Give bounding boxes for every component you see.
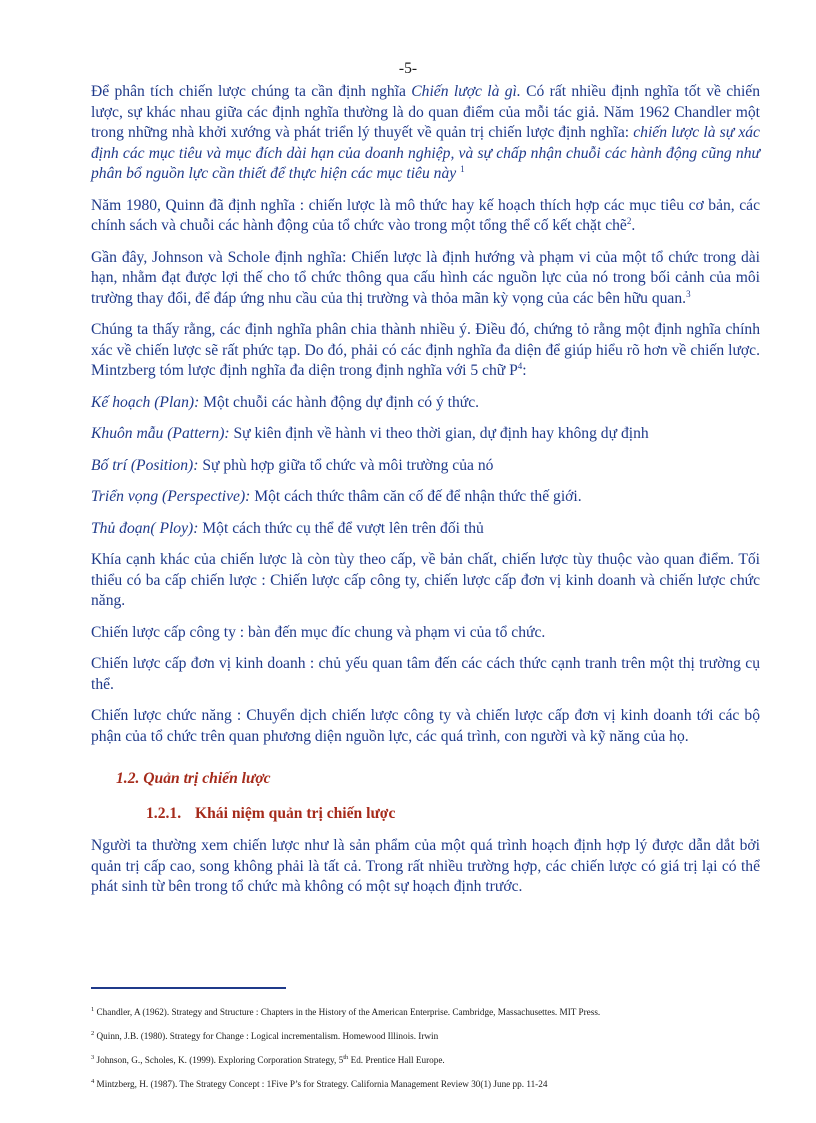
list-item-pattern: Khuôn mẫu (Pattern): Sự kiên định về hành vi theo thời gian, dự định hay không dự định <box>91 425 649 442</box>
list-item-plan: Kế hoạch (Plan): Một chuỗi các hành động dự định có ý thức. <box>91 393 480 411</box>
footnote-1: $^1$ Chandler, A (1962). Strategy and Structure : Chapters in the History of the American Enterprise. Cambridge, Massachusettes. MIT Press. <box>91 1005 601 1017</box>
paragraph-levels: Khía cạnh khác của chiến lược là còn tùy theo cấp, về bản chất, chiến lược tùy thuộc vào quan điểm. Tối thiểu có ba cấp chiến lược : Chiến lược cấp công ty, chiến lược cấp đơn vị kinh doanh và chiến lược chức năng. <box>91 551 760 609</box>
paragraph-mintzberg: Chúng ta thấy rằng, các định nghĩa phân chia thành nhiều ý. Điều đó, chứng tỏ rằng một định nghĩa chính xác về chiến lược sẽ rất phức tạp. Do đó, phải có các định nghĩa đa diện để giúp hiểu rõ hơn về chiến lược. Mintzberg tóm lược định nghĩa đa diện trong định nghĩa với 5 chữ $P^4$: <box>91 321 760 379</box>
paragraph-quinn: Năm 1980, Quinn đã định nghĩa : chiến lược là mô thức hay kế hoạch thích hợp các mục tiêu cơ bản, các chính sách và chuỗi các hành động của tổ chức vào trong một tổng thể cố kết chặt chẽ$^2$. <box>91 196 760 234</box>
paragraph-johnson: Gần đây, Johnson và Schole định nghĩa: Chiến lược là định hướng và phạm vi của một tổ chức trong dài hạn, nhằm đạt được lợi thế cho tổ chức thông qua cấu hình các nguồn lực của nó trong bối cảnh của môi trường thay đổi, để đáp ứng nhu cầu của thị trường và thỏa mãn kỳ vọng của các bên hữu quan.$^3$ <box>91 248 760 307</box>
paragraph-corporate: Chiến lược cấp công ty : bàn đến mục đíc chung và phạm vi của tổ chức. <box>91 623 546 641</box>
body-text <box>91 82 760 909</box>
list-item-position: Bố trí (Position): Sự phù hợp giữa tổ chức và môi trường của nó <box>91 456 494 474</box>
subsection-heading: 1.2.1. Khái niệm quản trị chiến lược <box>146 804 396 822</box>
paragraph-business-unit: Chiến lược cấp đơn vị kinh doanh : chủ yếu quan tâm đến các cách thức cạnh tranh trên một thị trường cụ thể. <box>91 655 760 693</box>
footnote-3: $^3$ Johnson, G., Scholes, K. (1999). Exploring Corporation Strategy, 5th Ed. Prentice Hall Europe. <box>91 1053 445 1065</box>
footnote-ref-1: 1 <box>460 163 465 174</box>
list-item-ploy: Thủ đoạn( Ploy): Một cách thức cụ thể để vượt lên trên đối thủ <box>91 519 484 537</box>
paragraph-functional: Chiến lược chức năng : Chuyển dịch chiến lược công ty và chiến lược cấp đơn vị kinh doanh tới các bộ phận của tổ chức trên quan phương diện nguồn lực, các quá trình, con người và kỹ năng của họ. <box>91 707 760 745</box>
footnote-ref-3: 3 <box>686 288 691 299</box>
footnote-separator <box>91 987 286 989</box>
section-heading: 1.2. Quản trị chiến lược <box>116 770 271 787</box>
footnote-ref-4: 4 <box>517 360 523 371</box>
list-item-perspective: Triển vọng (Perspective): Một cách thức thâm căn cố đế để nhận thức thế giới. <box>91 488 582 505</box>
paragraph-management-intro: Người ta thường xem chiến lược như là sản phẩm của một quá trình hoạch định hợp lý được dẫn dắt bởi quản trị cấp cao, song không phải là tất cả. Trong rất nhiều trường hợp, các chiến lược có giá trị lại có thể phát sinh từ bên trong tổ chức mà không có một sự hoạch định trước. <box>91 837 760 895</box>
footnote-4: $^4$ Mintzberg, H. (1987). The Strategy Concept : 1Five P’s for Strategy. California Management Review 30(1) June pp. 11-24 <box>91 1077 548 1089</box>
page-number: -5- <box>398 60 418 77</box>
footnotes <box>91 1005 760 1101</box>
footnote-2: $^2$ Quinn, J.B. (1980). Strategy for Change : Logical incrementalism. Homewood Illinois. Irwin <box>91 1029 439 1041</box>
footnote-ref-2: 2 <box>626 215 632 226</box>
paragraph-strategy-definition: Để phân tích chiến lược chúng ta cần định nghĩa Chiến lược là gì. Có rất nhiều định nghĩa tốt về chiến lược, sự khác nhau giữa các định nghĩa thường là do quan điểm của mỗi tác giả. Năm 1962 Chandler một trong những nhà khởi xướng và phát triển lý thuyết về quản trị chiến lược định nghĩa: chiến lược là sự xác định các mục tiêu và mục đích dài hạn của doanh nghiệp, và sự chấp nhận chuỗi các hành động cũng như phân bổ nguồn lực cần thiết để thực hiện các mục tiêu này $^1$ <box>91 83 761 182</box>
